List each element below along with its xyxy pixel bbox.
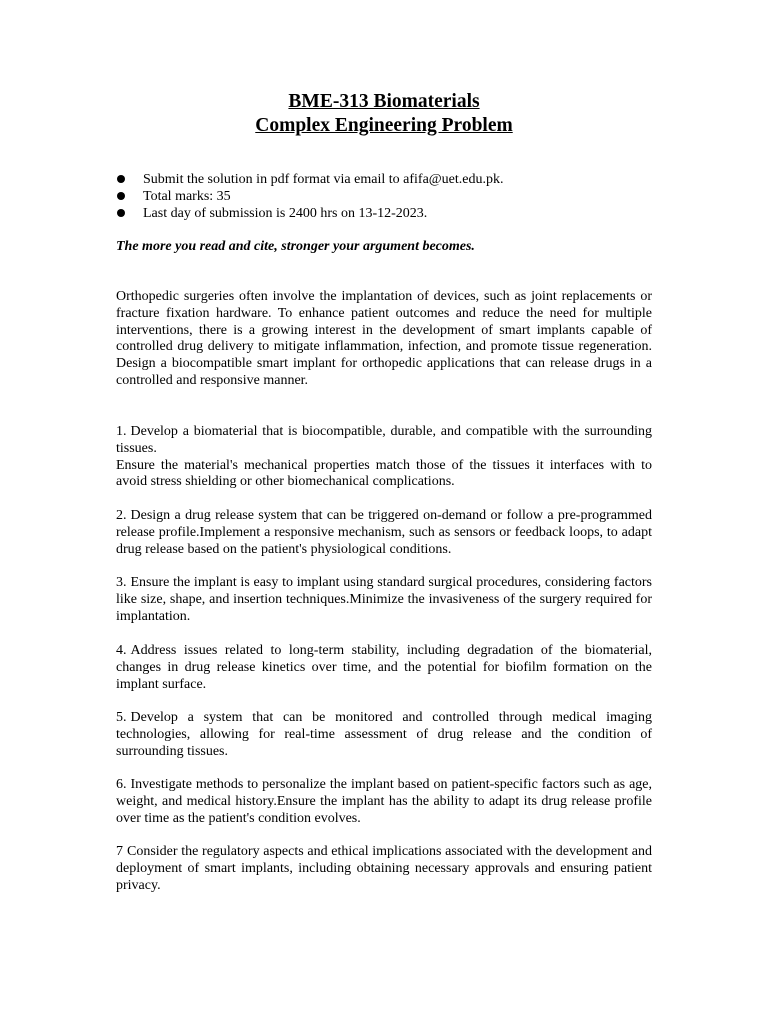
task-number: 3. <box>116 575 127 590</box>
task-text: Develop a biomaterial that is biocompatible, durable, and compatible with the surrounding tissues. <box>116 424 652 456</box>
task-text: Address issues related to long-term stability, including degradation of the biomaterial, changes in drug release kinetics over time, and the potential for biofilm formation on the implant surface. <box>116 643 652 692</box>
task-number: 6. <box>116 777 127 792</box>
task-number: 4. <box>116 643 127 658</box>
task-text: Investigate methods to personalize the implant based on patient-specific factors such as age, weight, and medical history.Ensure the implant has the ability to adapt its drug release profile over time as the patient's condition evolves. <box>116 777 652 826</box>
instruction-text: Last day of submission is 2400 hrs on 13-12-2023. <box>143 206 428 221</box>
task-7 <box>116 844 652 894</box>
task-number: 7 <box>116 844 123 859</box>
instruction-item <box>116 205 656 222</box>
task-2 <box>116 508 652 558</box>
task-6 <box>116 777 652 827</box>
bullet-icon <box>117 175 125 183</box>
task-text-continued: Ensure the material's mechanical properties match those of the tissues it interfaces with to avoid stress shielding or other biomechanical complications. <box>116 457 652 490</box>
motto-quote: The more you read and cite, stronger your argument becomes. <box>116 239 475 254</box>
task-number: 2. <box>116 508 127 523</box>
intro-paragraph: Orthopedic surgeries often involve the implantation of devices, such as joint replacements or fracture fixation hardware. To enhance patient outcomes and reduce the need for multiple interventions, there is a growing interest in the development of smart implants capable of controlled drug delivery to mitigate inflammation, infection, and promote tissue regeneration. Design a biocompatible smart implant for orthopedic applications that can release drugs in a controlled and responsive manner. <box>116 289 652 388</box>
bullet-icon <box>117 192 125 200</box>
title-block <box>0 90 768 138</box>
task-3 <box>116 575 652 625</box>
task-number: 5. <box>116 710 127 725</box>
task-1 <box>116 424 652 491</box>
task-text: Ensure the implant is easy to implant using standard surgical procedures, considering factors like size, shape, and insertion techniques.Minimize the invasiveness of the surgery required for implantation. <box>116 575 652 624</box>
instructions-list <box>116 171 656 222</box>
instruction-text: Submit the solution in pdf format via email to afifa@uet.edu.pk. <box>143 172 504 187</box>
task-text: Develop a system that can be monitored and controlled through medical imaging technologies, allowing for real-time assessment of drug release and the condition of surrounding tissues. <box>116 710 652 759</box>
task-text: Consider the regulatory aspects and ethical implications associated with the development and deployment of smart implants, including obtaining necessary approvals and ensuring patient privacy. <box>116 844 652 893</box>
task-text: Design a drug release system that can be triggered on-demand or follow a pre-programmed release profile.Implement a responsive mechanism, such as sensors or feedback loops, to adapt drug release based on the patient's physiological conditions. <box>116 508 652 557</box>
task-4 <box>116 643 652 693</box>
task-5 <box>116 710 652 760</box>
course-title: BME-313 Biomaterials <box>288 91 480 112</box>
assignment-title: Complex Engineering Problem <box>255 115 513 136</box>
task-number: 1. <box>116 424 127 439</box>
instruction-item <box>116 188 656 205</box>
bullet-icon <box>117 209 125 217</box>
instruction-item <box>116 171 656 188</box>
instruction-text: Total marks: 35 <box>143 189 231 204</box>
